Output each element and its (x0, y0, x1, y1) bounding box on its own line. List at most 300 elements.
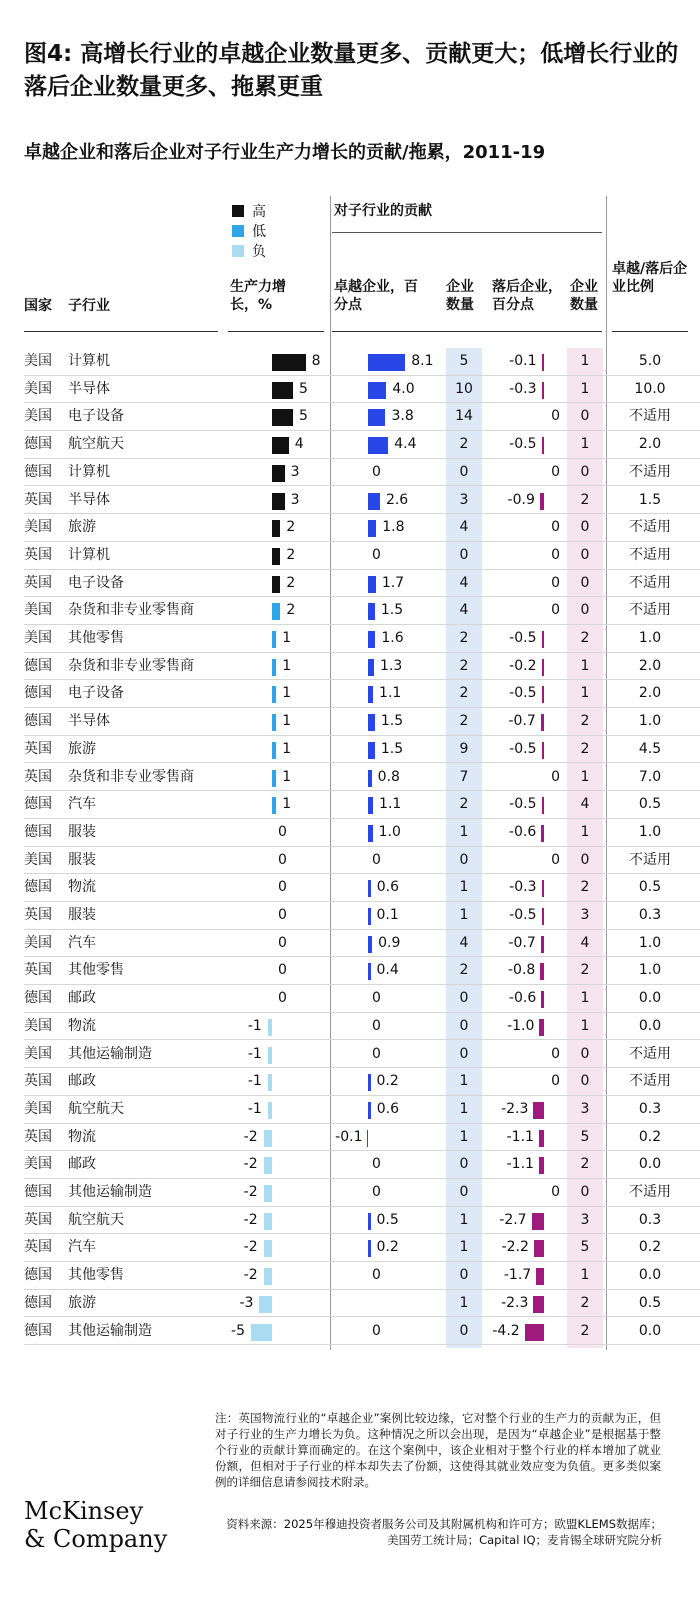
header-contribution-group: 对子行业的贡献 (334, 203, 432, 219)
ratio-label: 1.0 (638, 630, 662, 646)
growth-bar (268, 1019, 272, 1036)
bottom-count-label: 1 (580, 990, 590, 1007)
growth-bar (272, 493, 285, 510)
country-label: 美国 (24, 1045, 52, 1062)
top-contribution-label: 0 (372, 990, 381, 1007)
top-contribution-label: 0 (372, 1045, 381, 1062)
table-row (0, 957, 700, 985)
ratio-label: 不适用 (629, 546, 671, 563)
country-label: 德国 (24, 463, 52, 480)
growth-bar (272, 465, 285, 482)
table-row (0, 514, 700, 542)
bottom-count-label: 2 (580, 740, 590, 757)
header-ratio: 卓越/落后企业比例 (612, 261, 688, 295)
bottom-count-label: 1 (580, 436, 590, 453)
legend-swatch-low (232, 225, 244, 237)
top-contribution-label: 0 (372, 1017, 381, 1034)
table-row (0, 653, 700, 681)
ratio-label: 不适用 (629, 1045, 671, 1062)
country-label: 德国 (24, 1322, 52, 1339)
subsector-label: 邮政 (68, 1073, 96, 1090)
country-label: 美国 (24, 353, 52, 369)
table-row (0, 1041, 700, 1069)
bottom-contribution-bar (542, 437, 545, 454)
top-contribution-label: 0 (372, 546, 381, 563)
top-count-label: 0 (459, 1156, 469, 1173)
growth-bar (272, 520, 280, 537)
bottom-count-label: 3 (580, 1211, 590, 1228)
growth-value-label: 2 (286, 546, 296, 563)
growth-bar (268, 1047, 272, 1064)
bottom-contribution-label: -1.7 (503, 1267, 532, 1284)
bottom-count-label: 0 (580, 408, 590, 425)
growth-bar (272, 603, 280, 620)
country-label: 德国 (24, 990, 52, 1007)
bottom-count-label: 2 (580, 630, 590, 646)
ratio-label: 不适用 (629, 1073, 671, 1090)
top-count-label: 3 (459, 491, 469, 508)
country-label: 英国 (24, 574, 52, 591)
bottom-count-label: 0 (580, 463, 590, 480)
top-count-label: 7 (459, 768, 469, 785)
subsector-label: 航空航天 (68, 1211, 124, 1228)
header-rule-ratio (612, 331, 688, 332)
top-contribution-label: 0 (372, 851, 381, 868)
top-contribution-label: 1.7 (381, 574, 405, 591)
table-row (0, 1290, 700, 1318)
top-contribution-label: 3.8 (391, 408, 414, 425)
country-label: 美国 (24, 1017, 52, 1034)
header-subsector: 子行业 (68, 298, 110, 314)
top-contribution-bar (367, 1130, 369, 1147)
bottom-contribution-bar (542, 631, 545, 648)
table-row (0, 1179, 700, 1207)
top-contribution-bar (368, 576, 376, 593)
top-contribution-bar (368, 1074, 371, 1091)
subsector-label: 服装 (68, 851, 96, 868)
top-contribution-label: 1.5 (380, 713, 404, 730)
bottom-contribution-label: -0.6 (508, 823, 537, 840)
growth-bar (272, 770, 276, 787)
header-rule-growth (228, 331, 324, 332)
ratio-label: 0.0 (638, 1267, 662, 1284)
bottom-contribution-bar (539, 1130, 544, 1147)
ratio-label: 不适用 (629, 1184, 671, 1200)
bottom-count-label: 4 (580, 934, 590, 951)
subsector-label: 旅游 (68, 519, 96, 536)
ratio-label: 4.5 (638, 740, 662, 757)
table-row (0, 403, 700, 431)
ratio-label: 不适用 (629, 602, 671, 619)
country-label: 德国 (24, 1267, 52, 1284)
table-row (0, 847, 700, 875)
bottom-contribution-bar (533, 1296, 544, 1313)
bottom-contribution-label: 0 (551, 851, 560, 868)
top-contribution-label: 0.9 (378, 934, 401, 951)
country-label: 英国 (24, 1073, 52, 1090)
country-label: 美国 (24, 519, 52, 536)
growth-bar (259, 1296, 272, 1313)
top-contribution-bar (368, 714, 375, 731)
top-count-label: 9 (459, 740, 469, 757)
bottom-contribution-label: -0.5 (509, 907, 537, 923)
bottom-contribution-label: 0 (551, 1073, 560, 1090)
table-row (0, 1068, 700, 1096)
table-row (0, 1234, 700, 1262)
table-row (0, 680, 700, 708)
growth-bar (272, 576, 280, 593)
bottom-contribution-bar (542, 354, 545, 371)
bottom-contribution-label: -0.3 (509, 879, 537, 896)
country-label: 英国 (24, 1239, 52, 1256)
table-row (0, 431, 700, 459)
growth-value-label: -2 (243, 1239, 258, 1256)
subsector-label: 物流 (68, 1128, 96, 1145)
bottom-contribution-label: 0 (551, 1184, 560, 1200)
top-count-label: 2 (459, 796, 469, 813)
table-row (0, 625, 700, 653)
bottom-contribution-bar (541, 936, 544, 953)
growth-value-label: 0 (278, 962, 287, 979)
bottom-contribution-label: -1.0 (507, 1017, 535, 1034)
table-row (0, 376, 700, 404)
top-count-label: 2 (459, 962, 469, 979)
subsector-label: 计算机 (68, 463, 110, 480)
growth-value-label: 1 (282, 657, 292, 674)
ratio-label: 0.5 (638, 796, 662, 813)
top-contribution-label: 0.6 (376, 879, 400, 896)
growth-value-label: 2 (286, 519, 296, 536)
subsector-label: 其他零售 (68, 962, 124, 979)
growth-value-label: 0 (278, 823, 287, 840)
growth-bar (272, 659, 276, 676)
growth-bar (264, 1240, 272, 1257)
growth-bar (264, 1185, 272, 1202)
top-contribution-label: 0.5 (376, 1211, 399, 1228)
country-label: 英国 (24, 1128, 52, 1145)
ratio-label: 0.3 (638, 1100, 662, 1117)
ratio-label: 7.0 (638, 768, 662, 785)
top-count-label: 10 (455, 380, 473, 397)
header-growth: 生产力增长，% (230, 279, 286, 313)
top-contribution-bar (368, 742, 375, 759)
top-count-label: 0 (459, 990, 469, 1007)
table-row (0, 1013, 700, 1041)
growth-value-label: 0 (278, 990, 287, 1007)
top-contribution-label: 4.4 (394, 436, 417, 453)
bottom-count-label: 1 (580, 657, 590, 674)
top-contribution-label: 0 (372, 1322, 381, 1339)
bottom-count-label: 0 (580, 602, 590, 619)
top-contribution-label: 8.1 (411, 353, 434, 369)
growth-value-label: 1 (282, 796, 292, 813)
top-contribution-bar (368, 770, 372, 787)
subsector-label: 航空航天 (68, 436, 124, 453)
header-bottom-count: 企业数量 (570, 279, 598, 313)
growth-bar (272, 742, 276, 759)
subsector-label: 服装 (68, 823, 96, 840)
top-count-label: 1 (459, 879, 469, 896)
bottom-contribution-bar (542, 659, 545, 676)
chart-subtitle: 卓越企业和落后企业对子行业生产力增长的贡献/拖累，2011-19 (24, 142, 546, 163)
top-contribution-label: 1.1 (379, 796, 402, 813)
table-row (0, 708, 700, 736)
legend-swatch-high (232, 205, 244, 217)
country-label: 美国 (24, 602, 52, 619)
bottom-count-label: 0 (580, 519, 590, 536)
top-count-label: 0 (459, 1017, 469, 1034)
table-row (0, 1096, 700, 1124)
country-label: 英国 (24, 907, 52, 923)
country-label: 英国 (24, 962, 52, 979)
bottom-contribution-label: -0.2 (509, 657, 537, 674)
country-label: 德国 (24, 713, 52, 730)
country-label: 德国 (24, 657, 52, 674)
bottom-contribution-label: -0.5 (509, 796, 537, 813)
ratio-label: 1.0 (638, 823, 662, 840)
top-count-label: 0 (459, 1267, 469, 1284)
country-label: 德国 (24, 1184, 52, 1200)
subsector-label: 汽车 (68, 1239, 96, 1256)
bottom-contribution-bar (534, 1240, 544, 1257)
bottom-contribution-bar (540, 963, 544, 980)
bottom-contribution-label: -0.5 (509, 436, 537, 453)
top-contribution-label: 2.6 (385, 491, 409, 508)
bottom-count-label: 0 (580, 1184, 590, 1200)
legend-item-low (232, 221, 266, 241)
country-label: 德国 (24, 436, 52, 453)
subsector-label: 电子设备 (68, 408, 124, 425)
top-contribution-label: 0 (372, 1184, 381, 1200)
top-contribution-bar (368, 493, 380, 510)
top-count-label: 0 (459, 1322, 469, 1339)
subsector-label: 电子设备 (68, 574, 124, 591)
bottom-count-label: 2 (580, 491, 590, 508)
bottom-count-label: 1 (580, 685, 590, 702)
ratio-label: 0.0 (638, 1156, 662, 1173)
ratio-label: 0.2 (638, 1128, 662, 1145)
growth-value-label: 3 (290, 491, 300, 508)
table-row (0, 874, 700, 902)
top-contribution-bar (368, 437, 388, 454)
subsector-label: 杂货和非专业零售商 (68, 657, 194, 674)
ratio-label: 不适用 (629, 519, 671, 536)
contribution-group-rule (332, 232, 602, 233)
country-label: 英国 (24, 1211, 52, 1228)
table-row (0, 1318, 700, 1346)
top-contribution-bar (368, 382, 386, 399)
bottom-contribution-label: -1.1 (506, 1128, 534, 1145)
subsector-label: 其他运输制造 (68, 1184, 152, 1200)
bottom-contribution-bar (542, 686, 545, 703)
top-contribution-label: 0.2 (376, 1239, 399, 1256)
bottom-contribution-label: 0 (551, 519, 560, 536)
top-contribution-label: 0.4 (376, 962, 399, 979)
table-row (0, 1262, 700, 1290)
bottom-contribution-label: -0.5 (509, 740, 537, 757)
bottom-contribution-bar (542, 880, 545, 897)
top-contribution-bar (368, 1213, 371, 1230)
top-count-label: 4 (459, 602, 469, 619)
country-label: 美国 (24, 934, 52, 951)
growth-value-label: 4 (294, 436, 304, 453)
bottom-contribution-bar (539, 1019, 544, 1036)
growth-bar (268, 1074, 272, 1091)
ratio-label: 0.0 (638, 990, 662, 1007)
top-contribution-label: -0.1 (335, 1128, 363, 1145)
subsector-label: 航空航天 (68, 1100, 124, 1117)
top-count-label: 2 (459, 713, 469, 730)
bottom-contribution-label: -0.7 (508, 713, 536, 730)
growth-value-label: 1 (282, 740, 292, 757)
top-count-label: 0 (459, 463, 469, 480)
growth-value-label: 2 (286, 602, 296, 619)
bottom-contribution-label: -2.3 (501, 1100, 529, 1117)
header-top-pp: 卓越企业，百分点 (334, 279, 418, 313)
bottom-contribution-label: -0.6 (508, 990, 537, 1007)
growth-value-label: 2 (286, 574, 296, 591)
bottom-count-label: 1 (580, 1267, 590, 1284)
bottom-count-label: 2 (580, 962, 590, 979)
table-row (0, 459, 700, 487)
growth-bar (272, 631, 276, 648)
ratio-label: 0.3 (638, 1211, 662, 1228)
ratio-label: 0.3 (638, 907, 662, 923)
top-count-label: 2 (459, 436, 469, 453)
ratio-label: 0.5 (638, 879, 662, 896)
growth-bar (272, 548, 280, 565)
subsector-label: 杂货和非专业零售商 (68, 602, 194, 619)
top-contribution-bar (368, 409, 385, 426)
logo-line-2: & Company (24, 1525, 168, 1553)
top-contribution-bar (368, 686, 373, 703)
table-row (0, 1151, 700, 1179)
bottom-contribution-bar (542, 797, 545, 814)
country-label: 德国 (24, 685, 52, 702)
top-count-label: 1 (459, 907, 469, 923)
legend-label-negative: 负 (252, 244, 266, 260)
subsector-label: 半导体 (68, 491, 110, 508)
bottom-contribution-bar (525, 1324, 544, 1341)
ratio-label: 5.0 (638, 353, 662, 369)
table-row (0, 736, 700, 764)
country-label: 美国 (24, 380, 52, 397)
ratio-label: 1.0 (638, 962, 662, 979)
subsector-label: 物流 (68, 1017, 96, 1034)
header-country: 国家 (24, 298, 52, 314)
ratio-label: 2.0 (638, 657, 662, 674)
top-contribution-label: 1.6 (381, 630, 404, 646)
bottom-contribution-label: -2.7 (499, 1211, 527, 1228)
top-contribution-label: 0.8 (377, 768, 400, 785)
bottom-contribution-label: -1.1 (506, 1156, 534, 1173)
growth-bar (272, 382, 293, 399)
top-contribution-bar (368, 603, 375, 620)
country-label: 英国 (24, 768, 52, 785)
bottom-contribution-label: 0 (551, 546, 560, 563)
top-contribution-label: 0 (372, 463, 381, 480)
chart-title: 图4: 高增长行业的卓越企业数量更多、贡献更大；低增长行业的落后企业数量更多、拖累更重 (24, 41, 679, 100)
top-count-label: 4 (459, 519, 469, 536)
growth-value-label: 0 (278, 879, 287, 896)
subsector-label: 其他运输制造 (68, 1322, 152, 1339)
bottom-contribution-label: -0.1 (509, 353, 537, 369)
growth-value-label: -5 (231, 1322, 245, 1339)
ratio-label: 不适用 (629, 463, 671, 480)
growth-value-label: 1 (282, 768, 292, 785)
top-count-label: 2 (459, 630, 469, 646)
bottom-contribution-label: -4.2 (492, 1322, 520, 1339)
ratio-label: 0.5 (638, 1294, 662, 1311)
table-row (0, 1207, 700, 1235)
bottom-count-label: 3 (580, 1100, 590, 1117)
top-contribution-label: 1.5 (380, 602, 404, 619)
logo-line-1: McKinsey (24, 1497, 144, 1525)
growth-bar (264, 1157, 272, 1174)
footnote: 注：英国物流行业的“卓越企业”案例比较边缘，它对整个行业的生产力的贡献为正，但对子行业的生产力增长为负。这种情况之所以会出现，是因为“卓越企业”是根据基于整个行业的贡献计算而确定的。在这个案例中，该企业相对于整个行业的样本增加了就业份额，但相对于子行业的样本却失去了份额，这使得其就业效应变为负值。更多类似案例的详细信息请参阅技术附录。 (215, 1411, 661, 1489)
top-contribution-bar (368, 1240, 371, 1257)
bottom-contribution-bar (542, 742, 545, 759)
ratio-label: 1.0 (638, 713, 662, 730)
subsector-label: 其他零售 (68, 1267, 124, 1284)
top-contribution-label: 0.2 (376, 1073, 399, 1090)
table-row (0, 902, 700, 930)
top-count-label: 1 (459, 1100, 469, 1117)
subsector-label: 其他运输制造 (68, 1045, 152, 1062)
ratio-label: 不适用 (629, 408, 671, 425)
subsector-label: 其他零售 (68, 630, 124, 646)
bottom-contribution-bar (542, 908, 545, 925)
growth-value-label: -3 (239, 1294, 254, 1311)
legend-item-high (232, 201, 266, 221)
bottom-contribution-label: 0 (551, 574, 560, 591)
header-rule-subsector (24, 331, 218, 332)
growth-bar (264, 1268, 272, 1285)
bottom-contribution-bar (536, 1268, 544, 1285)
country-label: 德国 (24, 823, 52, 840)
ratio-label: 0.0 (638, 1322, 662, 1339)
subsector-label: 物流 (68, 879, 96, 896)
bottom-contribution-bar (541, 825, 544, 842)
top-count-label: 1 (459, 1211, 469, 1228)
top-count-label: 5 (459, 353, 469, 369)
bottom-count-label: 3 (580, 907, 590, 923)
top-count-label: 4 (459, 934, 469, 951)
source-note: 资料来源：2025年穆迪投资者服务公司及其附属机构和许可方；欧盟KLEMS数据库；美国劳工统计局；Capital IQ；麦肯锡全球研究院分析 (226, 1517, 662, 1547)
ratio-label: 0.0 (638, 1017, 662, 1034)
ratio-label: 2.0 (638, 685, 662, 702)
header-top-count: 企业数量 (446, 279, 474, 313)
growth-value-label: 0 (278, 851, 287, 868)
bottom-count-label: 0 (580, 574, 590, 591)
legend-item-negative (232, 241, 266, 261)
legend-label-low: 低 (252, 224, 266, 240)
top-contribution-bar (368, 520, 376, 537)
ratio-label: 不适用 (629, 851, 671, 868)
bottom-contribution-bar (542, 382, 545, 399)
growth-bar (272, 437, 289, 454)
country-label: 英国 (24, 491, 52, 508)
growth-value-label: -1 (247, 1073, 262, 1090)
table-row (0, 348, 700, 376)
top-count-label: 2 (459, 685, 469, 702)
top-count-label: 1 (459, 1294, 469, 1311)
top-count-label: 0 (459, 851, 469, 868)
bottom-contribution-bar (539, 1157, 544, 1174)
country-label: 美国 (24, 1156, 52, 1173)
subsector-label: 邮政 (68, 990, 96, 1007)
growth-value-label: 3 (290, 463, 300, 480)
